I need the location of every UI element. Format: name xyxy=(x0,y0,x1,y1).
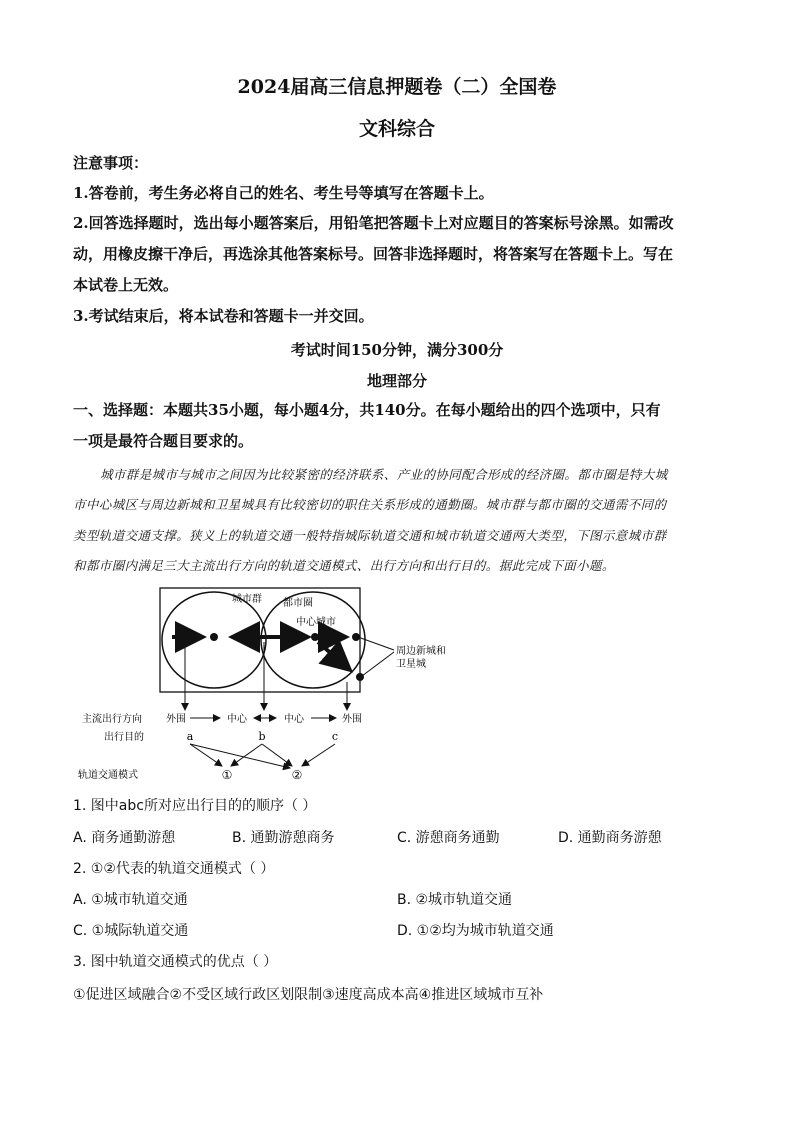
q1-option-a[interactable]: A. 商务通勤游憩 xyxy=(73,830,176,846)
label-metro-area: 都市圈 xyxy=(283,598,313,609)
mode-1: ① xyxy=(221,768,233,782)
question-1: 1. 图中abc所对应出行目的的顺序（ ） xyxy=(73,798,317,814)
direction-center-1: 中心 xyxy=(227,714,247,725)
exam-title: 2024届高三信息押题卷（二）全国卷 xyxy=(237,76,557,98)
pointer-line-2 xyxy=(362,652,394,676)
note-item-2-line-1: 2.回答选择题时，选出每小题答案后，用铅笔把答题卡上对应题目的答案标号涂黑。如需改 xyxy=(73,214,674,232)
passage-line-3: 类型轨道交通支撑。狭义上的轨道交通一般特指城际轨道交通和城市轨道交通两大类型，下图示意城市群 xyxy=(73,528,667,543)
purpose-b: b xyxy=(258,730,266,743)
note-item-3: 3.考试结束后，将本试卷和答题卡一并交回。 xyxy=(73,307,374,325)
row-label-mode: 轨道交通模式 xyxy=(78,770,138,781)
question-2: 2. ①②代表的轨道交通模式（ ） xyxy=(73,861,275,877)
node-satellite-town xyxy=(356,673,364,681)
exam-subtitle: 文科综合 xyxy=(358,118,435,140)
note-item-2-line-3: 本试卷上无效。 xyxy=(73,276,179,294)
q1-option-c[interactable]: C. 游憩商务通勤 xyxy=(397,830,500,846)
notes-heading: 注意事项： xyxy=(73,154,149,172)
note-item-1: 1.答卷前，考生务必将自己的姓名、考生号等填写在答题卡上。 xyxy=(73,184,494,202)
q1-option-d[interactable]: D. 通勤商务游憩 xyxy=(558,830,662,846)
question-3: 3. 图中轨道交通模式的优点（ ） xyxy=(73,954,278,970)
q3-statements: ①促进区域融合②不受区域行政区划限制③速度高成本高④推进区域城市互补 xyxy=(73,987,544,1003)
part1-instruction-line-1: 一、选择题：本题共35小题，每小题4分，共140分。在每小题给出的四个选项中，只有 xyxy=(73,401,661,419)
purpose-a: a xyxy=(186,730,194,743)
passage-line-2: 市中心城区与周边新城和卫星城具有比较密切的职住关系形成的通勤圈。城市群与都市圈的交通需不同的 xyxy=(73,497,667,512)
row-label-direction: 主流出行方向 xyxy=(82,714,142,725)
note-item-2-line-2: 动，用橡皮擦干净后，再选涂其他答案标号。回答非选择题时，将答案写在答题卡上。写在 xyxy=(73,245,674,263)
label-satellite-line-2: 卫星城 xyxy=(396,659,426,670)
label-city-cluster: 城市群 xyxy=(232,594,262,605)
arrow-center-to-satellite xyxy=(318,642,350,670)
pointer-line-1 xyxy=(358,637,394,650)
row-label-purpose: 出行目的 xyxy=(104,732,144,743)
direction-periphery-2: 外围 xyxy=(342,714,362,725)
label-center-city: 中心城市 xyxy=(296,617,336,628)
q1-option-b[interactable]: B. 通勤游憩商务 xyxy=(232,830,335,846)
label-satellite-line-1: 周边新城和 xyxy=(396,646,446,657)
mode-2: ② xyxy=(291,768,303,782)
section-title: 地理部分 xyxy=(366,372,427,390)
mode-arrow-a2 xyxy=(190,744,290,768)
q2-option-b[interactable]: B. ②城市轨道交通 xyxy=(397,892,513,908)
q2-option-a[interactable]: A. ①城市轨道交通 xyxy=(73,892,188,908)
passage-line-1: 城市群是城市与城市之间因为比较紧密的经济联系、产业的协同配合形成的经济圈。都市圈是特大城 xyxy=(100,467,668,482)
mode-arrow-a xyxy=(190,744,222,766)
passage-line-4: 和都市圈内满足三大主流出行方向的轨道交通模式、出行方向和出行目的。据此完成下面小题。 xyxy=(73,558,615,573)
direction-periphery-1: 外围 xyxy=(166,714,186,725)
mode-arrow-c xyxy=(302,744,335,766)
purpose-c: c xyxy=(331,730,339,743)
node-center-city xyxy=(311,633,319,641)
direction-center-2: 中心 xyxy=(284,714,304,725)
q2-option-c[interactable]: C. ①城际轨道交通 xyxy=(73,923,189,939)
exam-info: 考试时间150分钟，满分300分 xyxy=(290,341,504,359)
q2-option-d[interactable]: D. ①②均为城市轨道交通 xyxy=(397,923,554,939)
rail-transit-diagram xyxy=(0,582,794,792)
part1-instruction-line-2: 一项是最符合题目要求的。 xyxy=(73,432,254,450)
node-cluster-city xyxy=(210,633,218,641)
